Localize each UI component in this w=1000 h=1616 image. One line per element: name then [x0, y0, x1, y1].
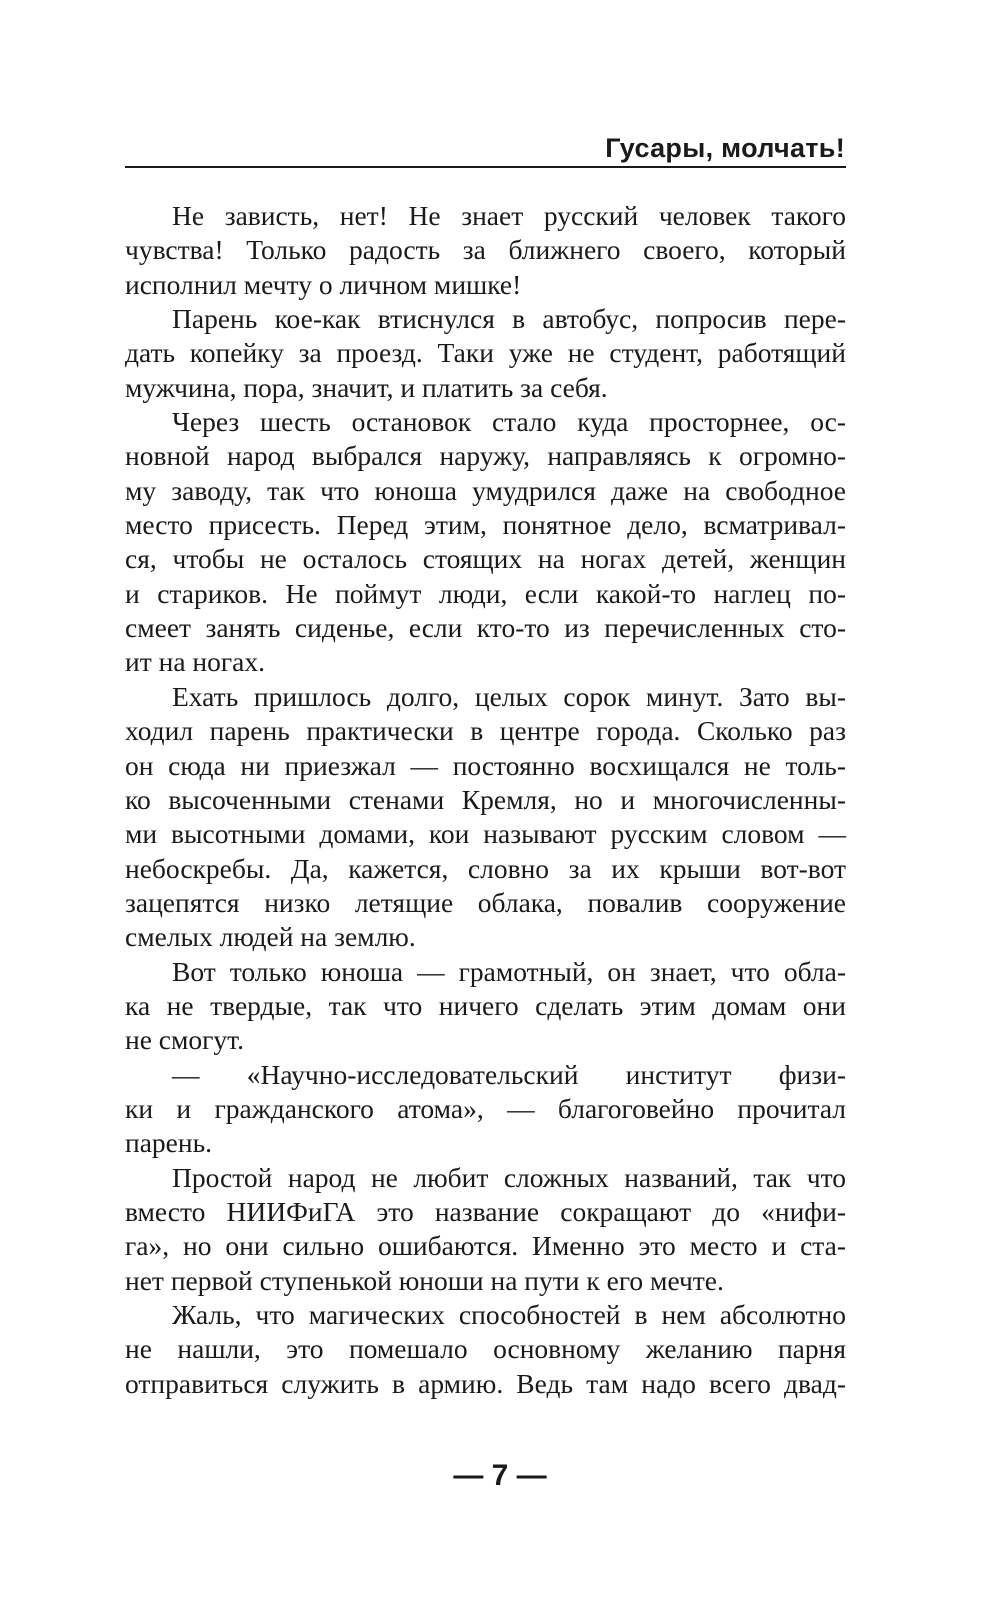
- paragraph: [125, 1298, 846, 1401]
- paragraph: [125, 302, 846, 405]
- text-line: исполнил мечту о личном мишке!: [125, 268, 522, 300]
- text-line: не смогут.: [125, 1024, 245, 1056]
- text-line: место присесть. Перед этим, понятное дело, всматривал-: [125, 509, 846, 541]
- text-line: ся, чтобы не осталось стоящих на ногах детей, женщин: [125, 543, 846, 575]
- paragraph: [125, 1161, 846, 1298]
- text-line: мужчина, пора, значит, и платить за себя.: [125, 371, 608, 403]
- text-line: небоскребы. Да, кажется, словно за их крыши вот-вот: [125, 852, 846, 884]
- text-line: ит на ногах.: [125, 646, 265, 678]
- text-line: Не зависть, нет! Не знает русский человек такого: [172, 200, 846, 231]
- text-line: парень.: [125, 1127, 213, 1159]
- text-line: Жаль, что магических способностей в нем абсолютно: [172, 1299, 846, 1330]
- text-line: ка не твердые, так что ничего сделать этим домам они: [125, 989, 846, 1021]
- text-line: смелых людей на землю.: [125, 921, 416, 953]
- text-line: ми высотными домами, кои называют русским словом —: [125, 818, 846, 850]
- text-line: не нашли, это помешало основному желанию парня: [125, 1333, 846, 1365]
- paragraph: [125, 1058, 846, 1161]
- text-line: зацепятся низко летящие облака, повалив сооружение: [125, 886, 846, 918]
- text-line: смеет занять сиденье, если кто-то из перечисленных сто-: [125, 612, 846, 644]
- text-line: Ехать пришлось долго, целых сорок минут. Зато вы-: [172, 680, 846, 712]
- text-line: нет первой ступенькой юноши на пути к его мечте.: [125, 1264, 724, 1296]
- text-line: Через шесть остановок стало куда просторнее, ос-: [172, 406, 846, 438]
- text-line: — «Научно-исследовательский институт физи-: [172, 1058, 846, 1090]
- text-line: Парень кое-как втиснулся в автобус, попросив пере-: [172, 303, 846, 335]
- text-line: и стариков. Не поймут люди, если какой-то наглец по-: [125, 577, 846, 609]
- text-line: он сюда ни приезжал — постоянно восхищался не толь-: [125, 749, 846, 781]
- text-line: новной народ выбрался наружу, направляясь к огромно-: [125, 440, 846, 472]
- body-text: [125, 199, 846, 1401]
- header-rule: [125, 166, 846, 168]
- text-line: вместо НИИФиГА это название сокращают до «нифи-: [125, 1195, 846, 1227]
- text-line: ходил парень практически в центре города. Сколько раз: [125, 715, 846, 747]
- text-line: дать копейку за проезд. Таки уже не студент, работящий: [125, 337, 846, 369]
- text-line: ко высоченными стенами Кремля, но и многочисленны-: [125, 783, 846, 815]
- text-line: чувства! Только радость за ближнего своего, который: [125, 234, 846, 266]
- text-line: га», но они сильно ошибаются. Именно это место и ста-: [125, 1230, 846, 1262]
- text-line: ки и гражданского атома», — благоговейно прочитал: [125, 1092, 846, 1124]
- paragraph: [125, 680, 846, 955]
- text-line: Вот только юноша — грамотный, он знает, что обла-: [172, 955, 846, 987]
- text-line: му заводу, так что юноша умудрился даже на свободное: [125, 474, 846, 506]
- paragraph: [125, 199, 846, 302]
- paragraph: [125, 405, 846, 680]
- paragraph: [125, 955, 846, 1058]
- text-line: отправиться служить в армию. Ведь там надо всего двад-: [125, 1367, 846, 1399]
- running-head-title: Гусары, молчать!: [605, 133, 845, 163]
- page-number: — 7 —: [453, 1459, 547, 1492]
- text-line: Простой народ не любит сложных названий, так что: [172, 1161, 846, 1193]
